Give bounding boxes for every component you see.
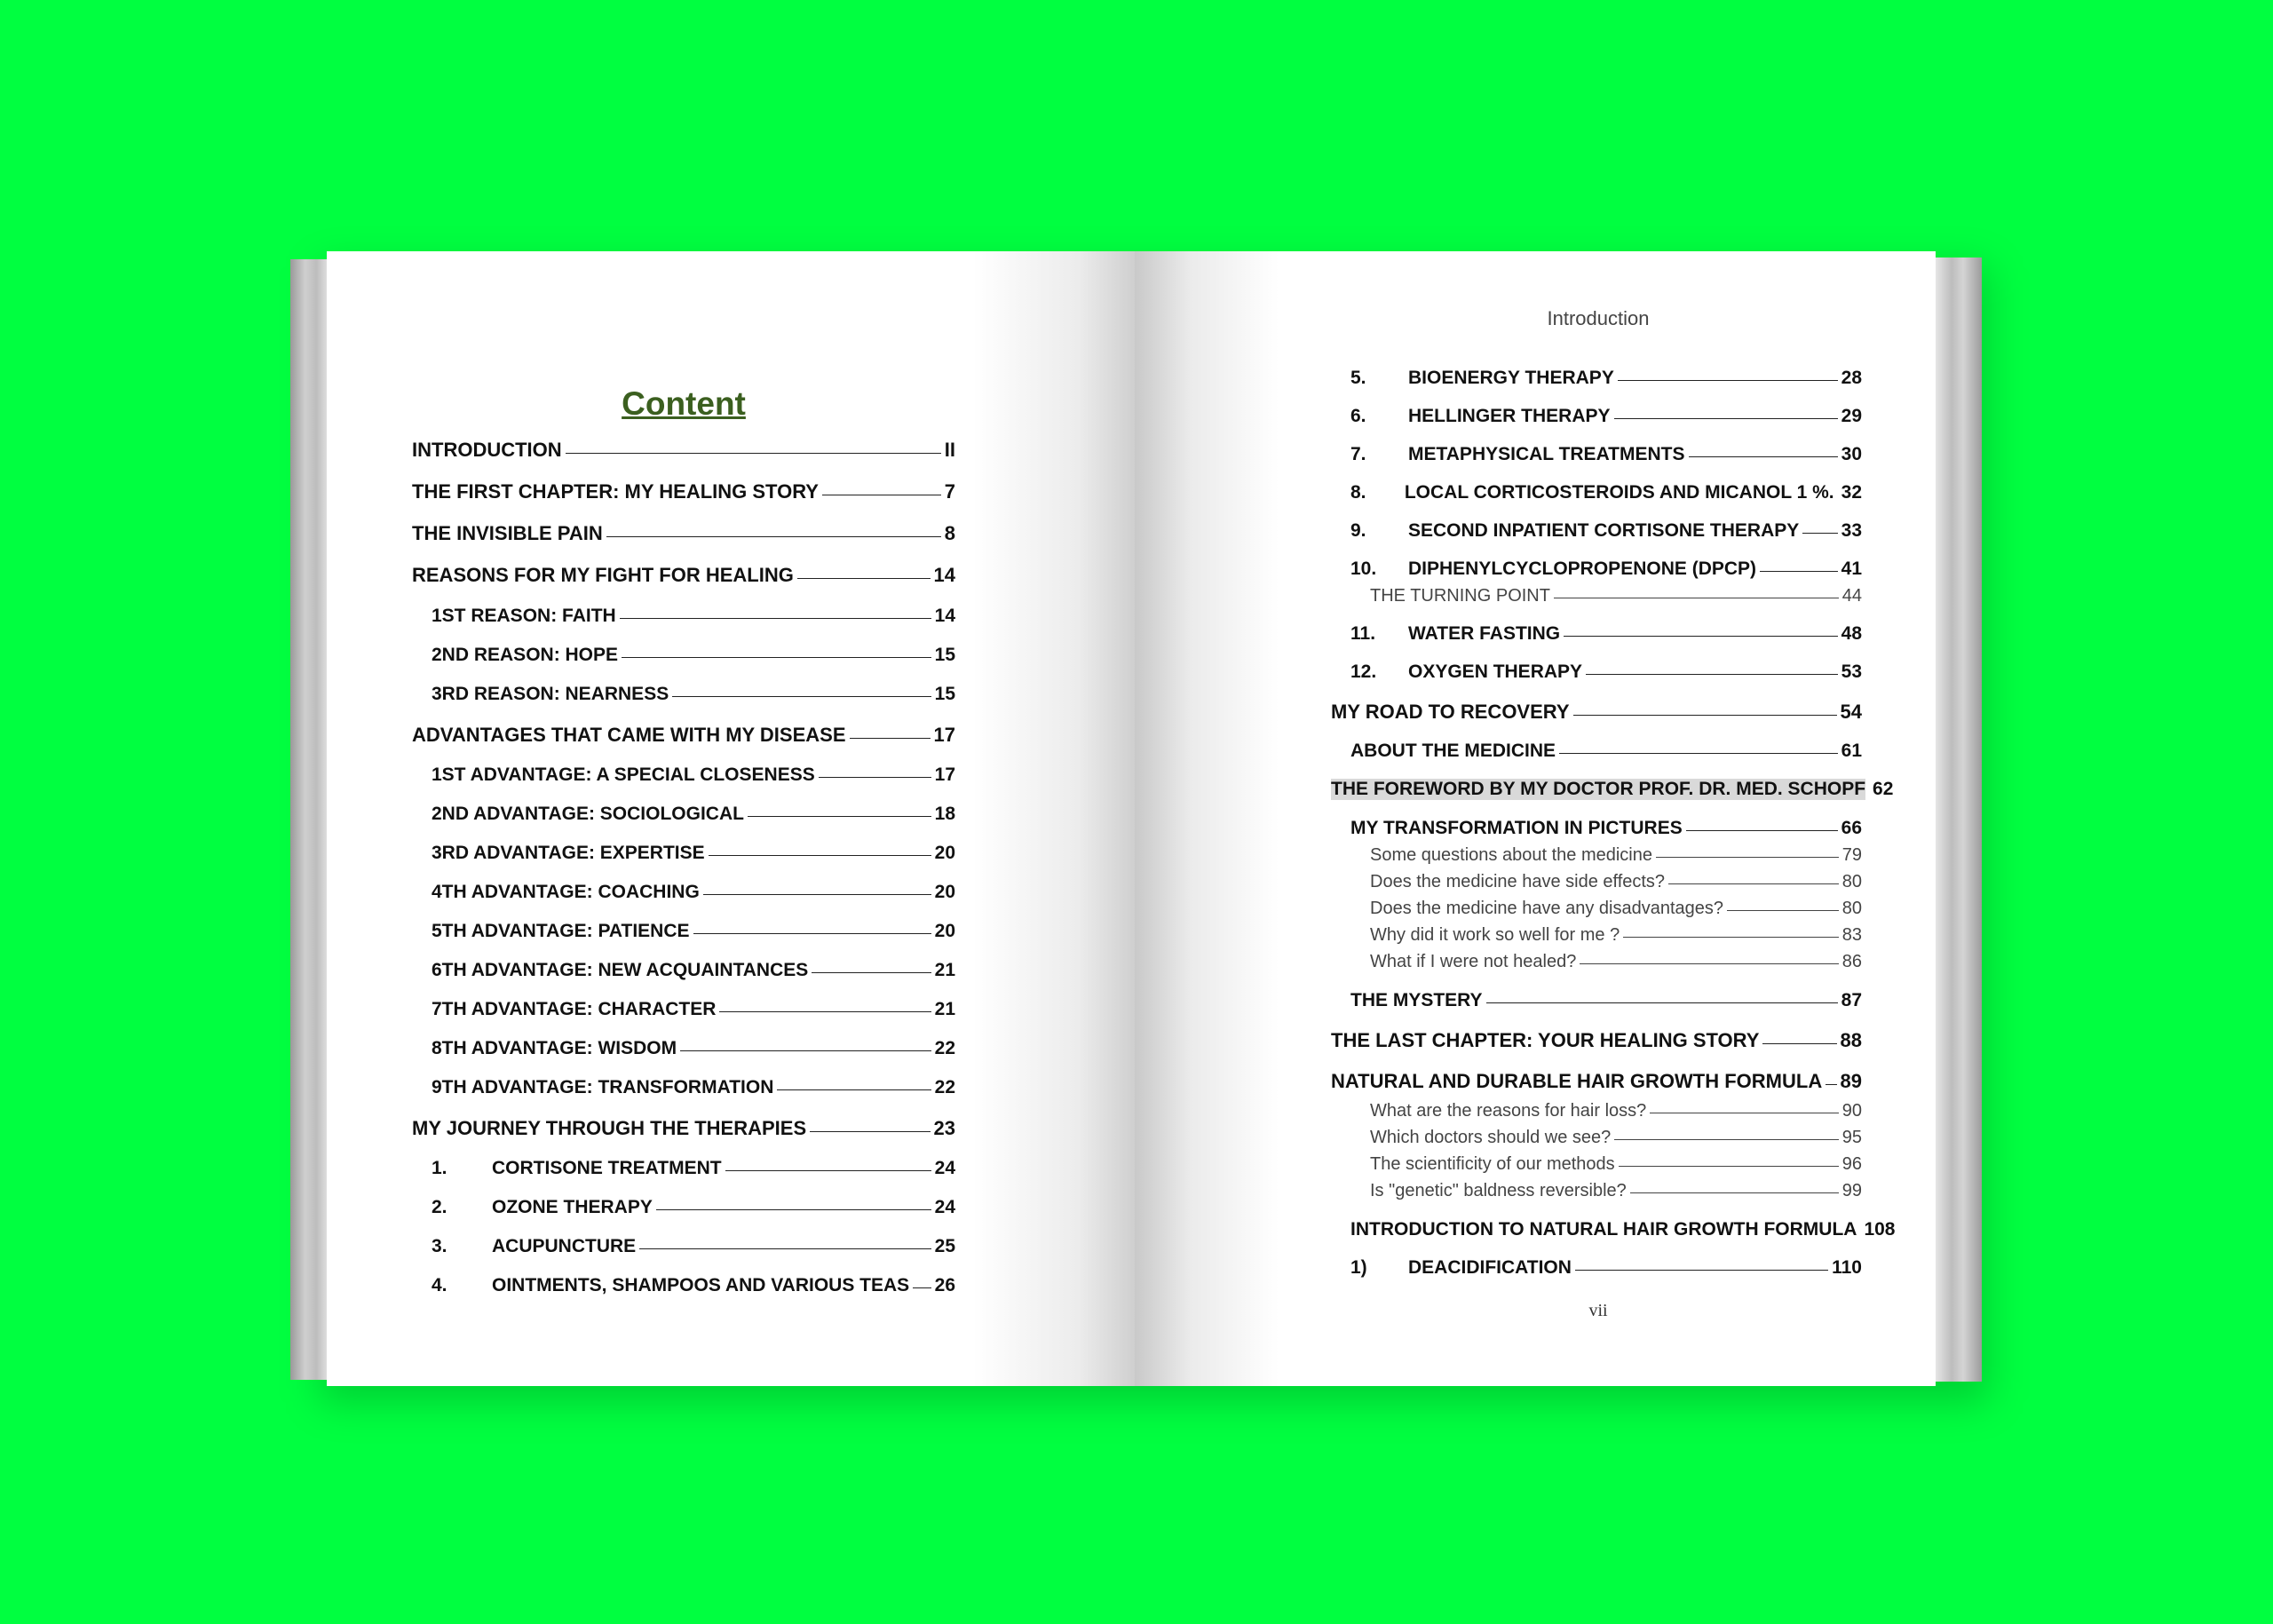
toc-entry[interactable] xyxy=(1350,406,1862,427)
toc-entry-title: THE TURNING POINT xyxy=(1370,586,1550,606)
toc-entry-number: 1. xyxy=(432,1158,447,1178)
toc-entry[interactable] xyxy=(1350,368,1862,389)
toc-entry-page: 44 xyxy=(1841,586,1862,606)
toc-leader xyxy=(1564,636,1838,637)
toc-entry-title: METAPHYSICAL TREATMENTS xyxy=(1408,444,1685,464)
toc-leader xyxy=(850,738,931,739)
toc-entry-title: OINTMENTS, SHAMPOOS AND VARIOUS TEAS xyxy=(492,1275,910,1295)
toc-entry-page: 8 xyxy=(944,522,955,544)
toc-entry-page: 7 xyxy=(944,480,955,503)
toc-leader xyxy=(748,816,931,817)
toc-entry-title: What if I were not healed? xyxy=(1370,952,1577,971)
toc-entry-page: 25 xyxy=(934,1236,955,1256)
toc-entry-title: 3RD REASON: NEARNESS xyxy=(432,684,669,704)
toc-entry[interactable] xyxy=(1370,872,1862,892)
toc-entry-page: 22 xyxy=(934,1077,955,1097)
toc-entry-title: 8TH ADVANTAGE: WISDOM xyxy=(432,1038,677,1058)
toc-entry[interactable] xyxy=(1350,558,1862,580)
toc-entry[interactable] xyxy=(1350,482,1862,503)
toc-leader xyxy=(1668,883,1839,884)
toc-entry-title: MY TRANSFORMATION IN PICTURES xyxy=(1350,818,1683,838)
toc-entry-title: LOCAL CORTICOSTEROIDS AND MICANOL 1 %. xyxy=(1404,482,1834,503)
toc-entry-title: 2ND REASON: HOPE xyxy=(432,645,619,665)
toc-entry[interactable] xyxy=(432,645,955,666)
toc-entry-title: Why did it work so well for me ? xyxy=(1370,925,1620,945)
toc-entry[interactable] xyxy=(432,999,955,1020)
toc-leader xyxy=(1689,456,1838,457)
toc-leader xyxy=(620,618,931,619)
toc-entry-page: 17 xyxy=(933,724,955,746)
toc-entry[interactable] xyxy=(1350,741,1862,762)
toc-entry[interactable] xyxy=(412,480,955,503)
page-number: vii xyxy=(1588,1301,1608,1320)
toc-entry[interactable] xyxy=(412,522,955,545)
toc-entry-page: 23 xyxy=(933,1117,955,1139)
toc-entry-title: OZONE THERAPY xyxy=(492,1197,653,1217)
toc-entry-number: 3. xyxy=(432,1236,447,1256)
toc-entry-title: DIPHENYLCYCLOPROPENONE (DPCP) xyxy=(1408,558,1757,579)
toc-entry[interactable] xyxy=(1331,1029,1862,1052)
toc-entry-page: II xyxy=(944,439,955,461)
toc-entry-title: INTRODUCTION xyxy=(412,439,562,461)
toc-entry-title: Is "genetic" baldness reversible? xyxy=(1370,1181,1627,1200)
toc-entry-page: 86 xyxy=(1841,952,1862,971)
toc-entry[interactable] xyxy=(432,960,955,981)
toc-leader xyxy=(1656,857,1839,858)
toc-entry-page: 29 xyxy=(1841,406,1862,426)
toc-entry-title: THE FIRST CHAPTER: MY HEALING STORY xyxy=(412,480,819,503)
toc-entry-title: Does the medicine have any disadvantages? xyxy=(1370,899,1724,918)
toc-entry[interactable] xyxy=(1370,952,1862,972)
toc-entry-page: 88 xyxy=(1840,1029,1862,1051)
toc-leader xyxy=(1619,1166,1839,1167)
toc-entry-number: 5. xyxy=(1350,368,1366,388)
toc-entry-page: 17 xyxy=(934,764,955,785)
toc-entry[interactable] xyxy=(1370,586,1862,606)
toc-entry-title: OXYGEN THERAPY xyxy=(1408,661,1583,682)
toc-leader xyxy=(680,1050,931,1051)
toc-entry-page: 83 xyxy=(1841,925,1862,945)
toc-entry-title: INTRODUCTION TO NATURAL HAIR GROWTH FORMULA xyxy=(1350,1219,1857,1240)
toc-entry-title: 4TH ADVANTAGE: COACHING xyxy=(432,882,700,902)
toc-entry-page: 15 xyxy=(934,645,955,665)
right-page-edge xyxy=(1936,257,1982,1382)
toc-entry-title: NATURAL AND DURABLE HAIR GROWTH FORMULA xyxy=(1331,1070,1823,1092)
toc-entry[interactable] xyxy=(412,564,955,587)
toc-entry-page: 20 xyxy=(934,882,955,902)
toc-entry-page: 33 xyxy=(1841,520,1862,541)
toc-entry-title: MY ROAD TO RECOVERY xyxy=(1331,701,1570,723)
toc-entry[interactable] xyxy=(1370,1181,1862,1201)
toc-entry-page: 96 xyxy=(1841,1154,1862,1174)
toc-entry[interactable] xyxy=(432,1236,955,1257)
toc-entry[interactable] xyxy=(412,724,955,747)
toc-entry-title: DEACIDIFICATION xyxy=(1408,1257,1572,1278)
toc-entry-title: What are the reasons for hair loss? xyxy=(1370,1101,1647,1121)
toc-entry[interactable] xyxy=(432,1038,955,1059)
toc-leader xyxy=(1614,1139,1839,1140)
toc-leader xyxy=(1614,418,1838,419)
toc-entry[interactable] xyxy=(1350,520,1862,542)
toc-leader xyxy=(703,894,931,895)
toc-entry[interactable] xyxy=(1370,925,1862,946)
toc-leader xyxy=(810,1131,930,1132)
toc-entry-page: 53 xyxy=(1841,661,1862,682)
toc-entry-page: 61 xyxy=(1841,741,1862,761)
toc-entry-page: 54 xyxy=(1840,701,1862,723)
toc-entry-page: 80 xyxy=(1841,899,1862,918)
toc-entry-title: BIOENERGY THERAPY xyxy=(1408,368,1614,388)
toc-entry-title: 9TH ADVANTAGE: TRANSFORMATION xyxy=(432,1077,774,1097)
toc-entry-title: THE INVISIBLE PAIN xyxy=(412,522,603,544)
toc-leader xyxy=(819,777,931,778)
toc-entry-number: 11. xyxy=(1350,623,1376,644)
toc-entry[interactable] xyxy=(1331,701,1862,724)
running-head: Introduction xyxy=(1547,307,1650,329)
toc-entry[interactable] xyxy=(1331,1070,1862,1093)
toc-leader xyxy=(1486,1002,1838,1003)
toc-entry-title: 7TH ADVANTAGE: CHARACTER xyxy=(432,999,717,1019)
toc-entry-page: 15 xyxy=(934,684,955,704)
toc-entry[interactable] xyxy=(432,1197,955,1218)
toc-entry-title: Some questions about the medicine xyxy=(1370,845,1652,865)
toc-entry[interactable] xyxy=(1350,444,1862,465)
toc-entry-title: 5TH ADVANTAGE: PATIENCE xyxy=(432,921,690,941)
toc-leader xyxy=(606,536,941,537)
toc-entry-page: 87 xyxy=(1841,990,1862,1010)
toc-entry[interactable] xyxy=(412,439,955,462)
toc-entry-number: 7. xyxy=(1350,444,1366,464)
toc-leader xyxy=(1580,963,1838,964)
toc-entry-page: 22 xyxy=(934,1038,955,1058)
toc-entry-page: 90 xyxy=(1841,1101,1862,1121)
toc-leader xyxy=(1826,1084,1836,1085)
toc-entry-page: 32 xyxy=(1841,482,1862,503)
toc-entry[interactable] xyxy=(1370,845,1862,866)
toc-entry-page: 30 xyxy=(1841,444,1862,464)
toc-entry-title: 3RD ADVANTAGE: EXPERTISE xyxy=(432,843,705,863)
toc-entry[interactable] xyxy=(432,764,955,786)
toc-entry[interactable] xyxy=(432,1158,955,1179)
toc-entry-page: 26 xyxy=(934,1275,955,1295)
toc-entry[interactable] xyxy=(1350,661,1862,683)
left-page-edge xyxy=(290,259,328,1380)
toc-entry-page: 89 xyxy=(1840,1070,1862,1092)
toc-entry-page: 14 xyxy=(933,564,955,586)
toc-entry-page: 20 xyxy=(934,921,955,941)
toc-entry-page: 14 xyxy=(934,606,955,626)
toc-entry-page: 18 xyxy=(934,804,955,824)
toc-entry-title: Does the medicine have side effects? xyxy=(1370,872,1666,891)
toc-entry[interactable] xyxy=(1350,623,1862,645)
toc-entry-number: 9. xyxy=(1350,520,1366,541)
toc-leader xyxy=(622,657,931,658)
toc-leader xyxy=(1762,1043,1836,1044)
toc-entry[interactable] xyxy=(1350,990,1862,1011)
toc-entry[interactable] xyxy=(1370,1154,1862,1175)
toc-leader xyxy=(1575,1270,1828,1271)
toc-leader xyxy=(1802,533,1837,534)
toc-entry-title: THE FOREWORD BY MY DOCTOR PROF. DR. MED. SCHOPF xyxy=(1331,779,1866,799)
toc-leader xyxy=(709,855,931,856)
toc-entry-page: 41 xyxy=(1841,558,1862,579)
toc-entry-number: 10. xyxy=(1350,558,1377,579)
toc-entry[interactable] xyxy=(1370,1128,1862,1148)
toc-entry-page: 79 xyxy=(1841,845,1862,865)
toc-entry[interactable] xyxy=(432,1077,955,1098)
toc-entry-title: 1ST REASON: FAITH xyxy=(432,606,616,626)
toc-leader xyxy=(1623,937,1839,938)
toc-entry[interactable] xyxy=(432,606,955,627)
toc-entry[interactable] xyxy=(432,843,955,864)
toc-leader xyxy=(1727,910,1839,911)
toc-entry-page: 20 xyxy=(934,843,955,863)
toc-entry[interactable] xyxy=(432,882,955,903)
toc-leader xyxy=(656,1209,931,1210)
toc-entry-title: HELLINGER THERAPY xyxy=(1408,406,1611,426)
toc-entry[interactable] xyxy=(1350,1219,1896,1240)
toc-entry[interactable] xyxy=(1350,1257,1862,1279)
toc-entry-page: 21 xyxy=(934,960,955,980)
toc-leader xyxy=(777,1089,931,1090)
toc-entry[interactable] xyxy=(412,1117,955,1140)
toc-entry-title: 1ST ADVANTAGE: A SPECIAL CLOSENESS xyxy=(432,764,815,785)
toc-entry-title: THE MYSTERY xyxy=(1350,990,1483,1010)
toc-leader xyxy=(1559,753,1838,754)
toc-entry-number: 2. xyxy=(432,1197,447,1217)
toc-leader xyxy=(913,1287,931,1288)
toc-entry-title: THE LAST CHAPTER: YOUR HEALING STORY xyxy=(1331,1029,1760,1051)
toc-leader xyxy=(693,933,931,934)
toc-entry-number: 12. xyxy=(1350,661,1377,682)
toc-entry-title: 2ND ADVANTAGE: SOCIOLOGICAL xyxy=(432,804,744,824)
toc-entry-page: 110 xyxy=(1832,1257,1862,1278)
toc-entry-number: 6. xyxy=(1350,406,1366,426)
toc-entry[interactable] xyxy=(1350,818,1862,839)
toc-leader xyxy=(1760,571,1838,572)
toc-leader xyxy=(812,972,931,973)
toc-entry[interactable] xyxy=(432,804,955,825)
toc-entry-page: 62 xyxy=(1873,779,1894,799)
toc-entry-page: 95 xyxy=(1841,1128,1862,1147)
toc-entry-page: 99 xyxy=(1841,1181,1862,1200)
toc-entry-title: MY JOURNEY THROUGH THE THERAPIES xyxy=(412,1117,807,1139)
toc-entry-number: 1) xyxy=(1350,1257,1367,1278)
toc-entry-title: CORTISONE TREATMENT xyxy=(492,1158,722,1178)
toc-entry[interactable] xyxy=(1370,899,1862,919)
toc-entry-page: 28 xyxy=(1841,368,1862,388)
toc-entry-page: 24 xyxy=(934,1158,955,1178)
toc-leader xyxy=(1630,1192,1839,1193)
toc-entry[interactable] xyxy=(432,684,955,705)
toc-entry-number: 8. xyxy=(1350,482,1366,503)
toc-entry[interactable] xyxy=(432,1275,955,1296)
toc-entry-page: 66 xyxy=(1841,818,1862,838)
toc-entry-page: 108 xyxy=(1864,1219,1896,1240)
toc-entry-title: ACUPUNCTURE xyxy=(492,1236,637,1256)
toc-entry-highlighted[interactable] xyxy=(1331,779,1894,800)
toc-entry-page: 48 xyxy=(1841,623,1862,644)
toc-leader xyxy=(1586,674,1838,675)
toc-entry-title: ADVANTAGES THAT CAME WITH MY DISEASE xyxy=(412,724,846,746)
toc-leader xyxy=(1618,380,1838,381)
toc-leader xyxy=(672,696,931,697)
toc-entry-title: 6TH ADVANTAGE: NEW ACQUAINTANCES xyxy=(432,960,809,980)
toc-entry-title: The scientificity of our methods xyxy=(1370,1154,1615,1174)
toc-entry-title: WATER FASTING xyxy=(1408,623,1561,644)
toc-leader xyxy=(725,1170,931,1171)
toc-entry[interactable] xyxy=(432,921,955,942)
toc-leader xyxy=(566,453,941,454)
toc-leader xyxy=(1573,715,1837,716)
toc-entry-number: 4. xyxy=(432,1275,447,1295)
toc-leader xyxy=(719,1011,931,1012)
toc-entry-title: REASONS FOR MY FIGHT FOR HEALING xyxy=(412,564,794,586)
toc-entry-title: Which doctors should we see? xyxy=(1370,1128,1612,1147)
toc-entry-page: 80 xyxy=(1841,872,1862,891)
toc-entry[interactable] xyxy=(1370,1101,1862,1121)
toc-entry-page: 21 xyxy=(934,999,955,1019)
toc-entry-title: SECOND INPATIENT CORTISONE THERAPY xyxy=(1408,520,1800,541)
toc-leader xyxy=(797,578,931,579)
toc-entry-title: ABOUT THE MEDICINE xyxy=(1350,741,1556,761)
toc-entry-page: 24 xyxy=(934,1197,955,1217)
toc-leader xyxy=(639,1248,931,1249)
toc-title: Content xyxy=(622,385,746,422)
toc-leader xyxy=(1686,830,1838,831)
